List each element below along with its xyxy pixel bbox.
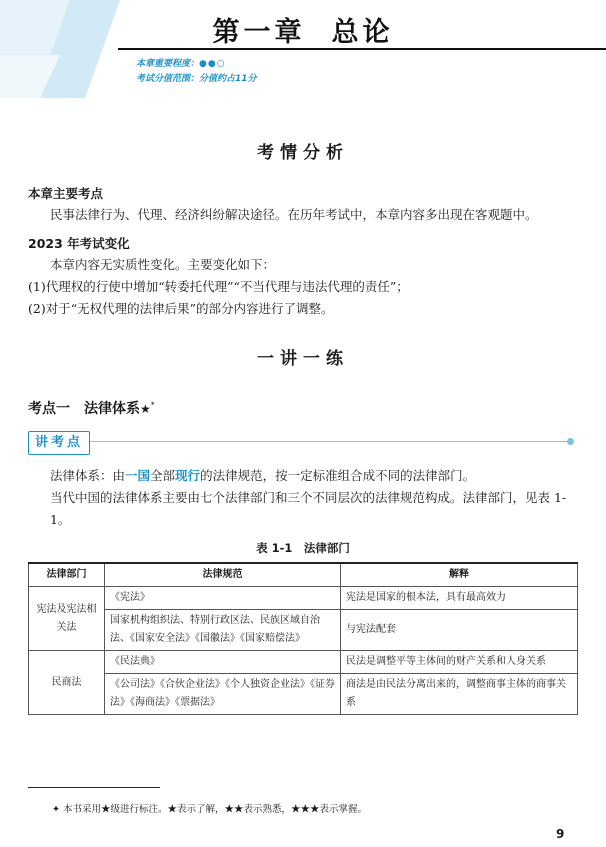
score-range: 考试分值范围：分值约占11分: [136, 74, 257, 84]
highlight-current: 现行: [175, 468, 201, 483]
table-row: [29, 651, 578, 674]
importance-dots: ●●○: [199, 59, 226, 69]
point-title: 考点一 法律体系★*: [28, 400, 155, 417]
norm-cell: 国家机构组织法、特别行政区法、民族区域自治法、《国家安全法》《国徽法》《国家赔偿法》: [105, 610, 341, 651]
practice-heading: 一讲一练: [257, 349, 349, 369]
lecture-label-badge: 讲考点: [28, 431, 90, 455]
table-header-row: [29, 563, 578, 587]
highlight-one-country: 一国: [125, 468, 151, 483]
exam-analysis-heading: 考情分析: [257, 143, 349, 163]
header-explanation: 解释: [341, 563, 578, 587]
title-rule: [118, 48, 606, 50]
table-row: [29, 674, 578, 715]
section-rule: [28, 441, 570, 442]
change-item-1: (1)代理权的行使中增加“转委托代理”“不当代理与违法代理的责任”；: [28, 279, 409, 294]
explanation-cell: 商法是由民法分离出来的，调整商事主体的商事关系: [341, 674, 578, 715]
category-cell: 宪法及宪法相关法: [29, 587, 105, 651]
table-row: [29, 587, 578, 610]
main-points-heading: 本章主要考点: [28, 186, 104, 201]
table-caption: 表 1-1 法律部门: [256, 541, 350, 555]
header-norms: 法律规范: [105, 563, 341, 587]
table-row: [29, 610, 578, 651]
importance-level: 本章重要程度：●●○: [136, 59, 226, 69]
explanation-cell: 宪法是国家的根本法，具有最高效力: [341, 587, 578, 610]
footnote-text: ✦ 本书采用★级进行标注。★表示了解，★★表示熟悉，★★★表示掌握。: [52, 804, 367, 815]
law-departments-table: [28, 562, 578, 715]
header-department: 法律部门: [29, 563, 105, 587]
chapter-title: 第一章 总论: [212, 17, 394, 48]
footnote-mark: *: [150, 400, 155, 410]
category-cell: 民商法: [29, 651, 105, 715]
legal-system-definition: 法律体系：由一国全部现行的法律规范，按一定标准组合成不同的法律部门。: [50, 468, 476, 483]
explanation-cell: 民法是调整平等主体间的财产关系和人身关系: [341, 651, 578, 674]
norm-cell: 《民法典》: [105, 651, 341, 674]
norm-cell: 《公司法》《合伙企业法》《个人独资企业法》《证券法》《海商法》《票据法》: [105, 674, 341, 715]
explanation-cell: 与宪法配套: [341, 610, 578, 651]
main-points-text: 民事法律行为、代理、经济纠纷解决途径。在历年考试中，本章内容多出现在客观题中。: [50, 207, 538, 222]
changes-heading: 2023 年考试变化: [28, 236, 130, 251]
changes-intro: 本章内容无实质性变化。主要变化如下：: [50, 257, 276, 272]
footnote-rule: [28, 787, 160, 788]
norm-cell: 《宪法》: [105, 587, 341, 610]
page-number: 9: [556, 827, 565, 841]
change-item-2: (2)对于“无权代理的法律后果”的部分内容进行了调整。: [28, 301, 334, 316]
legal-system-composition: 当代中国的法律体系主要由七个法律部门和三个不同层次的法律规范构成。法律部门，见表 1-1。: [50, 490, 567, 527]
star-icon: ★: [140, 402, 151, 416]
rule-end-dot: [567, 438, 574, 445]
